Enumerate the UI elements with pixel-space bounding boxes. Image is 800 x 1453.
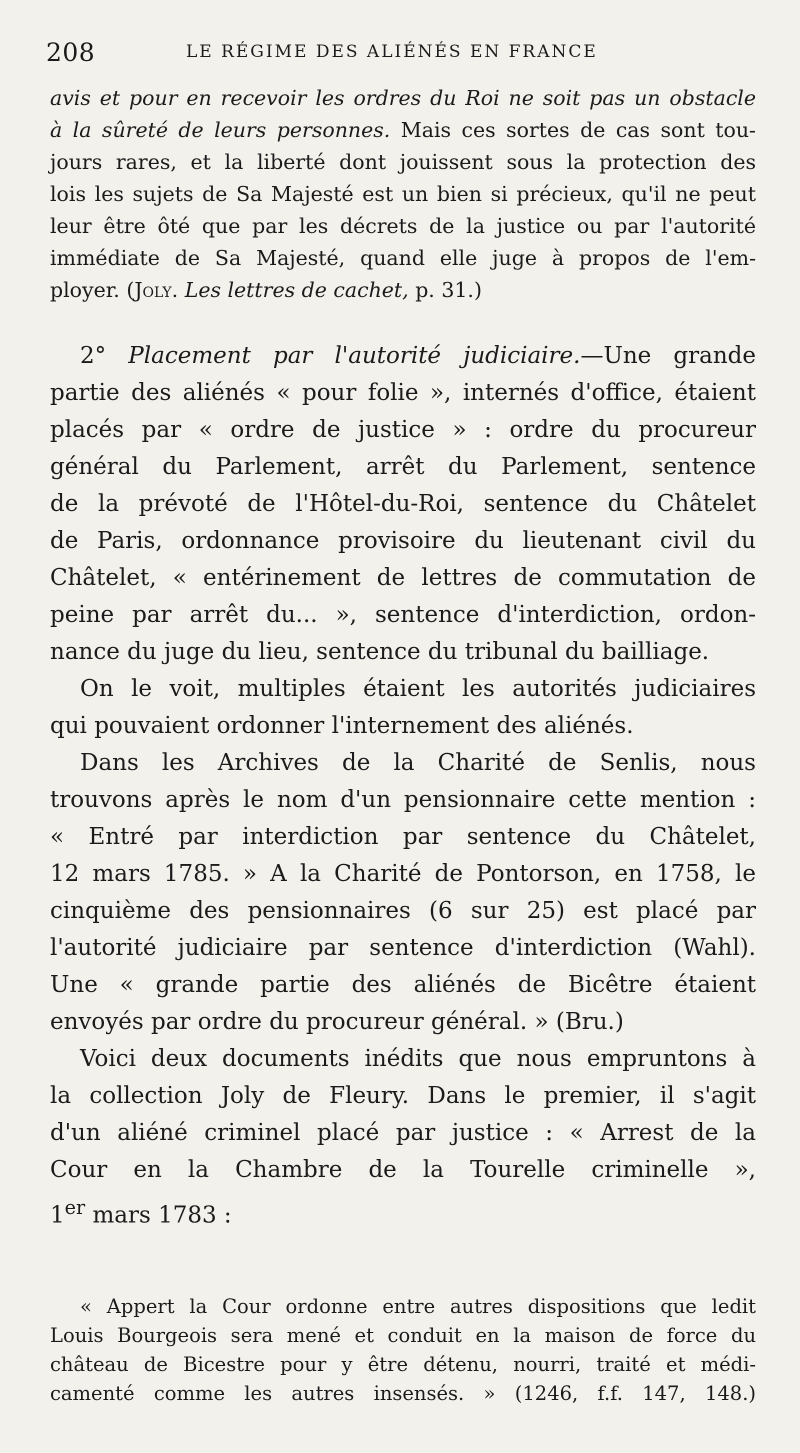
text-line: lois les sujets de Sa Majesté est un bien si précieux, qu'il ne peut [50,182,756,206]
text-line: général du Parlement, arrêt du Parlement, sentence [50,454,756,480]
text-line: 12 mars 1785. » A la Charité de Pontorson, en 1758, le [50,861,756,887]
text-line: On le voit, multiples étaient les autorités judiciaires [80,676,756,702]
text-run: 1 [50,1202,65,1229]
text-line: d'un aliéné criminel placé par justice : « Arrest de la [50,1120,756,1146]
text-line: peine par arrêt du... », sentence d'interdiction, ordon- [50,602,756,628]
text-line: Châtelet, « entérinement de lettres de commutation de [50,565,756,591]
text-line: avis et pour en recevoir les ordres du Roi ne soit pas un obstacle [50,86,756,110]
document-quotation [50,1292,756,1408]
text-run: mars 1783 : [85,1202,232,1229]
text-line: placés par « ordre de justice » : ordre du procureur [50,417,756,443]
text-line: « Entré par interdiction par sentence du Châtelet, [50,824,756,850]
text-line: Louis Bourgeois sera mené et conduit en la maison de force du [50,1324,756,1347]
intro-quotation [50,82,756,306]
text-line: envoyés par ordre du procureur général. » (Bru.) [50,1009,624,1035]
italic-phrase: à la sûreté de leurs personnes. [50,118,391,142]
text-line: Dans les Archives de la Charité de Senlis, nous [80,750,756,776]
text-line: immédiate de Sa Majesté, quand elle juge à propos de l'em- [50,246,756,270]
page-number: 208 [46,38,96,67]
text-line: camenté comme les autres insensés. » (1246, f.f. 147, 148.) [50,1382,756,1405]
text-line: Une « grande partie des aliénés de Bicêtre étaient [50,972,756,998]
text-line [50,114,756,146]
text-line: qui pouvaient ordonner l'internement des aliénés. [50,713,634,739]
page-header [0,30,800,70]
text-line: l'autorité judiciaire par sentence d'interdiction (Wahl). [50,935,756,961]
text-run: . [171,278,185,302]
text-run: ployer. ( [50,278,135,302]
citation-title: Les lettres de cachet, [184,278,409,302]
text-line: de la prévoté de l'Hôtel-du-Roi, sentence du Châtelet [50,491,756,517]
text-line: la collection Joly de Fleury. Dans le premier, il s'agit [50,1083,756,1109]
text-line: jours rares, et la liberté dont jouissent sous la protection des [50,150,756,174]
text-line: « Appert la Cour ordonne entre autres dispositions que ledit [80,1295,756,1318]
text-run: —Une grande [580,343,756,369]
text-line: Voici deux documents inédits que nous empruntons à [80,1046,756,1072]
section-number: 2° [80,343,129,369]
text-line: de Paris, ordonnance provisoire du lieutenant civil du [50,528,756,554]
citation-line [50,274,756,306]
citation-author: Joly [134,278,172,302]
superscript: er [64,1196,86,1219]
text-line: château de Bicestre pour y être détenu, nourri, traité et médi- [50,1353,756,1376]
section-heading: Placement par l'autorité judiciaire. [128,343,581,369]
citation-page: p. 31.) [408,278,482,302]
running-head: LE RÉGIME DES ALIÉNÉS EN FRANCE [186,42,598,62]
text-line: trouvons après le nom d'un pensionnaire cette mention : [50,787,756,813]
text-line: leur être ôté que par les décrets de la justice ou par l'autorité [50,214,756,238]
text-line [50,1189,756,1229]
text-line: Cour en la Chambre de la Tourelle criminelle », [50,1157,756,1183]
text-line: nance du juge du lieu, sentence du tribunal du bailliage. [50,639,710,665]
text-line: cinquième des pensionnaires (6 sur 25) est placé par [50,898,756,924]
main-text [50,338,756,1229]
section-heading-line [50,338,756,375]
text-line: partie des aliénés « pour folie », internés d'office, étaient [50,380,756,406]
text-run: Mais ces sortes de cas sont tou- [390,118,756,142]
